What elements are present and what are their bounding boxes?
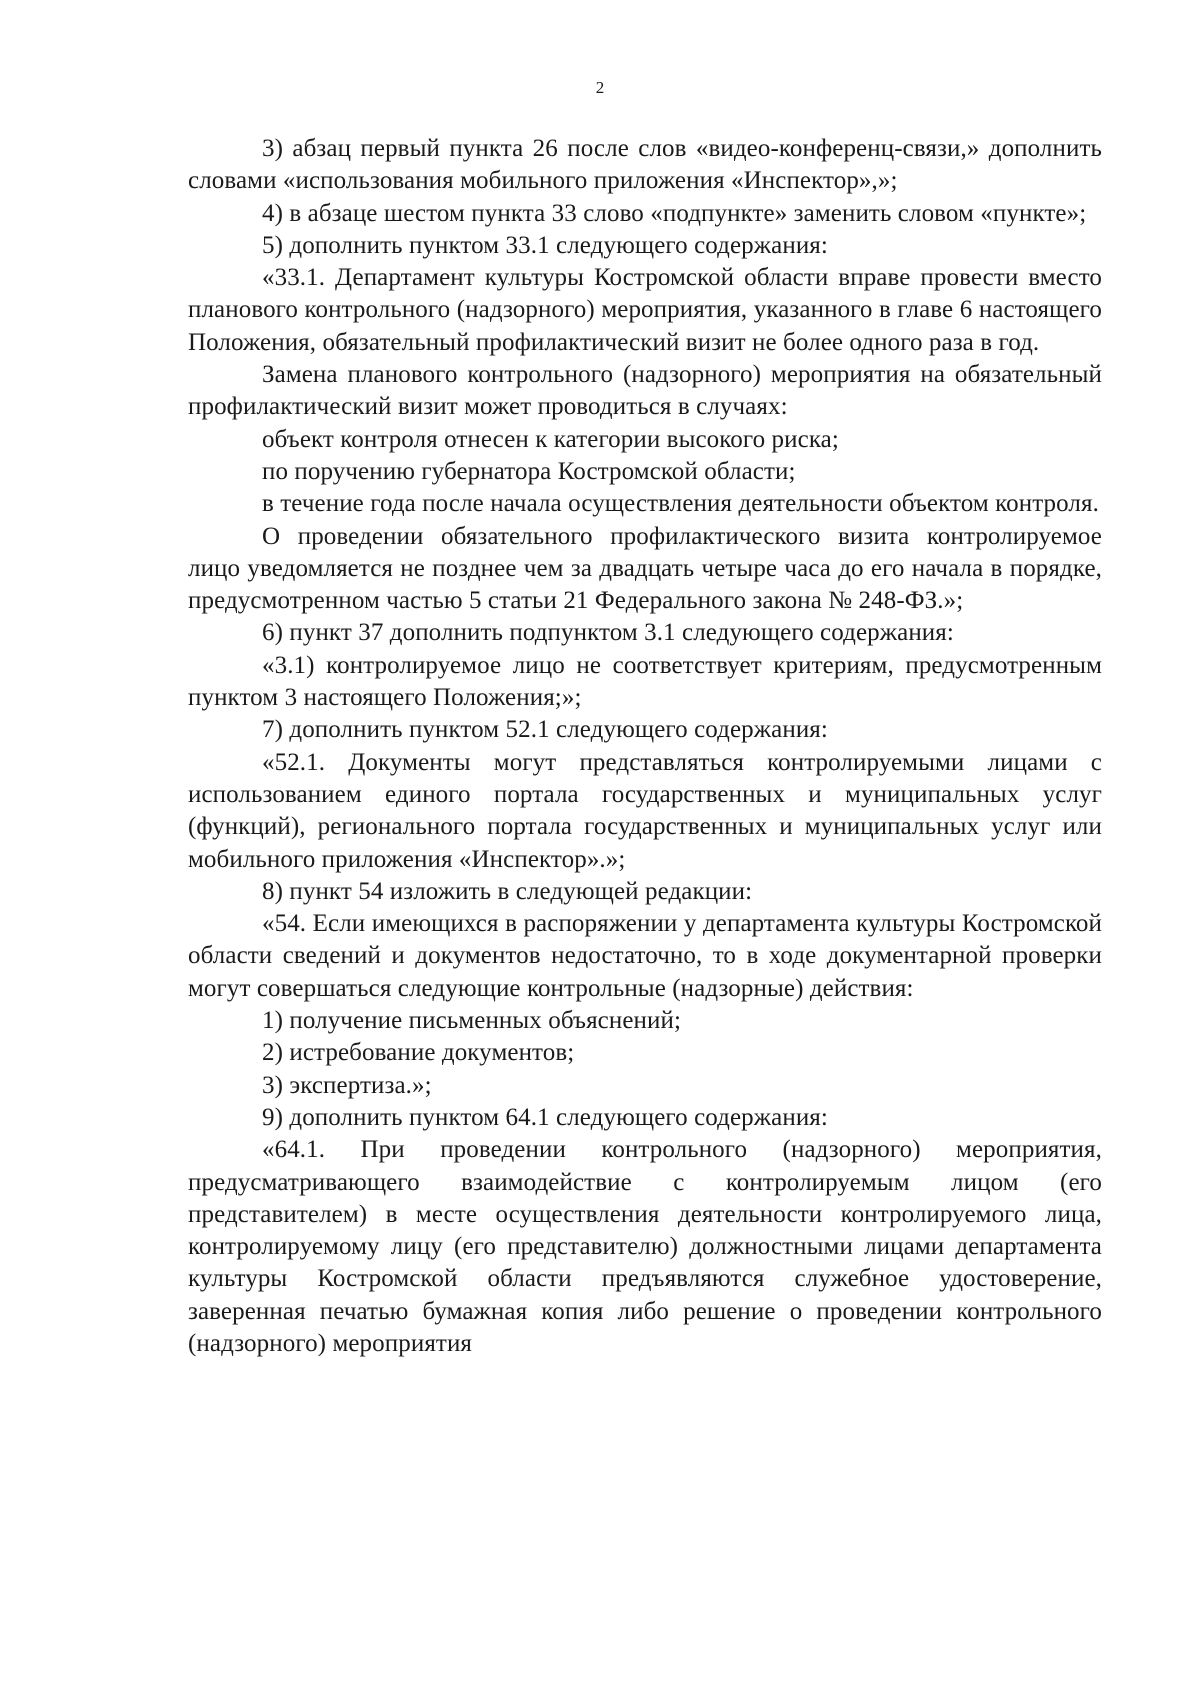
paragraph-notification: О проведении обязательного профилактического визита контролируемое лицо уведомляется не позднее чем за двадцать четыре часа до его начала в порядке, предусмотренном частью 5 статьи 21 Федерального закона № 248-ФЗ.»; (188, 522, 1102, 615)
paragraph-action-2: 2) истребование документов; (262, 1039, 575, 1067)
paragraph-item-5: 5) дополнить пунктом 33.1 следующего содержания: (262, 231, 828, 259)
paragraph-item-9: 9) дополнить пунктом 64.1 следующего содержания: (262, 1103, 828, 1131)
paragraph-item-6: 6) пункт 37 дополнить подпунктом 3.1 следующего содержания: (262, 619, 954, 647)
paragraph-action-1: 1) получение письменных объяснений; (262, 1007, 682, 1035)
paragraph-item-3: 3) абзац первый пункта 26 после слов «видео-конференц-связи,» дополнить словами «использования мобильного приложения «Инспектор»,»; (188, 135, 1102, 195)
paragraph-case-first-year: в течение года после начала осуществления деятельности объектом контроля. (262, 490, 1099, 518)
paragraph-clause-52-1: «52.1. Документы могут представляться контролируемыми лицами с использованием единого портала государственных и муниципальных услуг (функций), регионального портала государственных и муниципальных услуг или мобильного приложения «Инспектор».»; (188, 748, 1102, 873)
paragraph-case-governor: по поручению губернатора Костромской области; (262, 457, 796, 485)
paragraph-subclause-3-1: «3.1) контролируемое лицо не соответствует критериям, предусмотренным пунктом 3 настоящего Положения;»; (188, 651, 1102, 712)
page-number: 2 (595, 78, 605, 97)
paragraph-item-8: 8) пункт 54 изложить в следующей редакции: (262, 877, 753, 905)
paragraph-clause-54: «54. Если имеющихся в распоряжении у департамента культуры Костромской области сведений и документов недостаточно, то в ходе документарной проверки могут совершаться следующие контрольные (надзорные) действия: (188, 910, 1102, 1002)
paragraph-case-high-risk: объект контроля отнесен к категории высокого риска; (262, 425, 839, 453)
paragraph-item-4: 4) в абзаце шестом пункта 33 слово «подпункте» заменить словом «пункте»; (262, 199, 1087, 227)
paragraph-action-3: 3) экспертиза.»; (262, 1071, 432, 1099)
paragraph-clause-33-1: «33.1. Департамент культуры Костромской области вправе провести вместо планового контрольного (надзорного) мероприятия, указанного в главе 6 настоящего Положения, обязательный профилактический визит не более одного раза в год. (188, 264, 1102, 356)
document-body (188, 133, 1102, 1360)
paragraph-replacement-cases: Замена планового контрольного (надзорного) мероприятия на обязательный профилактический визит может проводиться в случаях: (188, 361, 1102, 421)
paragraph-item-7: 7) дополнить пунктом 52.1 следующего содержания: (262, 716, 828, 744)
paragraph-clause-64-1: «64.1. При проведении контрольного (надзорного) мероприятия, предусматривающего взаимодействие с контролируемым лицом (его представителем) в месте осуществления деятельности контролируемого лица, контролируемому лицу (его представителю) должностными лицами департамента культуры Костромской области предъявляются служебное удостоверение, заверенная печатью бумажная копия либо решение о проведении контрольного (надзорного) мероприятия (188, 1136, 1102, 1357)
